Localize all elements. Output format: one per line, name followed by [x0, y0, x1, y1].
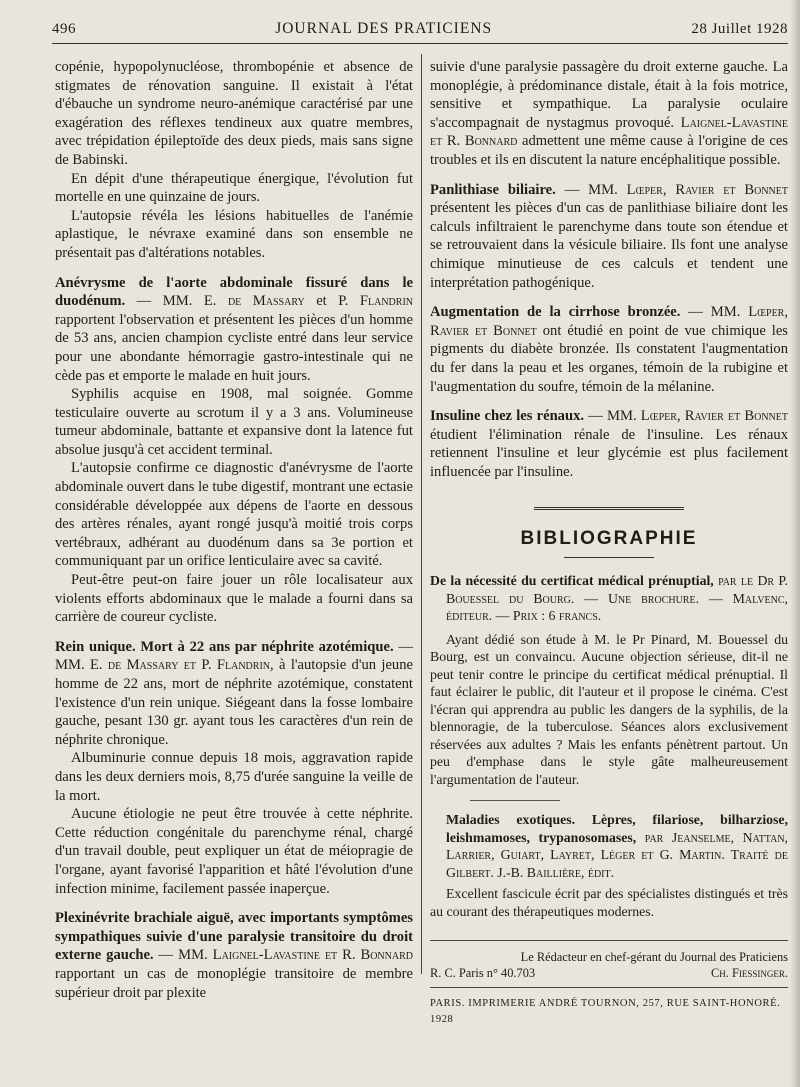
paragraph: Peut-être peut-on faire jouer un rôle localisateur aux violents efforts abdominaux que le malade a fourni dans sa carrière de coureur cycliste.	[55, 572, 413, 626]
section-title: Augmentation de la cirrhose bronzée.	[430, 304, 681, 321]
paragraph: Syphilis acquise en 1908, mal soignée. Gomme testiculaire ouverte au scrotum il y a 3 ans. Volumineuse tumeur abdominale, battante et expansive dont la latence fut absolue jusqu'à cet accident terminal.	[55, 386, 413, 458]
section-rein-unique: Rein unique. Mort à 22 ans par néphrite azotémique. — MM. E. de Massary et P. Flandrin, à l'autopsie d'un jeune homme de 22 ans, mort de néphrite azotémique, constatent l'existence d'un rein unique. Siégeant dans la fosse lombaire gauche, pesant 130 gr. ayant tous les caractères d'un rein de néphrite chronique.	[55, 638, 414, 748]
column-divider	[421, 54, 422, 974]
paragraph: Excellent fascicule écrit par des spécialistes distingués et très au courant des thérapeutiques modernes.	[430, 886, 788, 919]
section-plexinevrite: Plexinévrite brachiale aiguë, avec importants symptômes sympathiques suivie d'une paralysie transitoire du droit externe gauche. — MM. Laignel-Lavastine et R. Bonnard rapportant un cas de monoplégie transitoire de membre supérieur droit par plexite	[55, 910, 413, 1001]
page-header	[52, 20, 788, 42]
journal-title: JOURNAL DES PRATICIENS	[275, 20, 493, 37]
paragraph: En dépit d'une thérapeutique énergique, l'évolution fut mortelle en une quinzaine de jours.	[55, 170, 413, 206]
paragraph: Aucune étiologie ne peut être trouvée à cette néphrite. Cette réduction congénitale du parenchyme rénal, chargé d'un travail double, peut expliquer un état de méiopragie de l'organe, ayant favorisé l'apparition et hâté l'évolution d'une infection minime, facilement passée inaperçue.	[55, 806, 413, 897]
entry-title: De la nécessité du certificat médical prénuptial,	[430, 573, 714, 589]
section-title: Panlithiase biliaire.	[430, 181, 556, 198]
section-insuline: Insuline chez les rénaux. — MM. Lœper, Ravier et Bonnet étudient l'élimination rénale de l'insuline. Les rénaux retiennent l'insuline et leur glycémie est plus facilement influencée par l'insuline.	[430, 408, 788, 480]
paragraph: L'autopsie révéla les lésions habituelles de l'anémie aplastique, le névraxe examiné dans son ensemble ne présentait pas d'altérations notables.	[55, 207, 413, 261]
printer-line: PARIS. IMPRIMERIE ANDRÉ TOURNON, 257, RUE SAINT-HONORÉ. 1928	[430, 987, 788, 1028]
colophon	[430, 940, 788, 1028]
bibliography-rule	[564, 557, 654, 558]
right-column	[430, 58, 788, 920]
section-panlithiase: Panlithiase biliaire. — MM. Lœper, Ravier et Bonnet présentent les pièces d'un cas de panlithiase biliaire dont les calculs infiltraient le parenchyme dans toute son étendue et se retrouvaient dans la vésicule biliaire. Ils font une analyse chimique minutieuse de ces calculs et tendent une interprétation pathogénique.	[430, 181, 788, 291]
issue-date: 28 Juillet 1928	[691, 21, 788, 37]
paragraph: copénie, hypopolynucléose, thrombopénie et absence de stigmates de rénovation sanguine. Il existait à l'état d'ébauche un syndrome neuro-anémique caractérisé par une exagération des réflexes tendineux aux quatre membres, avec trépidation épileptoïde des deux pieds, mais sans signe de Babinski.	[55, 59, 413, 168]
paragraph: Ayant dédié son étude à M. le Pr Pinard, M. Bouessel du Bourg, est un convaincu. Aucune objection sérieuse, dit-il ne peut tenir contre le principe du certificat médical prénuptial. Il faut éclairer le public, dit l'auteur et il propose le cinéma. C'est l'écran qui apprendra au public les dangers de la syphilis, de la blennoragie, de la tuberculose. Séances alors exclusivement réservées aux adultes ? Mais les enfants pénètrent partout. Un peu d'emphase dans le style gâte malheureusement l'argumentation de l'auteur.	[430, 631, 788, 787]
left-column	[55, 58, 413, 1002]
bibliography-entry: De la nécessité du certificat médical prénuptial, par le Dr P. Bouessel du Bourg. — Une brochure. — Malvenc, éditeur. — Prix : 6 francs. Ayant dédié son étude à M. le Pr Pinard, M. Bouessel du Bourg, est un convaincu. Aucune objection sérieuse, dit-il ne peut tenir contre le principe du certificat médical prénuptial. Il faut éclairer le public, dit l'auteur et il propose le cinéma. C'est l'écran qui apprendra au public les dangers de la syphilis, de la blennoragie, de la tuberculose. Séances alors exclusivement réservées aux adultes ? Mais les enfants pénètrent partout. Un peu d'emphase dans le style gâte malheureusement l'argumentation de l'auteur.	[430, 573, 788, 787]
bibliography-heading: BIBLIOGRAPHIE	[520, 528, 698, 550]
editor-line: Le Rédacteur en chef-gérant du Journal des Praticiens	[520, 950, 788, 964]
section-title: Insuline chez les rénaux.	[430, 408, 585, 425]
editor-signature: Ch. Fiessinger.	[711, 966, 788, 980]
section-title: Plexinévrite brachiale aiguë, avec importants symptômes sympathiques suivie d'une paralysie transitoire du droit externe gauche.	[55, 910, 413, 964]
header-rule	[52, 43, 788, 44]
bibliography-entry: Maladies exotiques. Lèpres, filariose, bilharziose, leishmamoses, trypanosomases, par Jeanselme, Nattan, Larrier, Guiart, Layret, Léger et G. Martin. Traité de Gilbert. J.-B. Baillière, édit. Excellent fascicule écrit par des spécialistes distingués et très au courant des thérapeutiques modernes.	[430, 812, 789, 919]
paragraph: L'autopsie confirme ce diagnostic d'anévrysme de l'aorte abdominale ouvert dans le tube digestif, montrant une ectasie considérable développée aux dépens de l'aorte en dessous des artères rénales, ayant rongé jusqu'à moitié trois corps vertébraux, adhérant au duodénum dans sa 3e portion et communiquant par un orifice lenticulaire avec sa cavité.	[55, 460, 413, 570]
page-number: 496	[52, 21, 76, 37]
registry-number: R. C. Paris n° 40.703	[430, 966, 536, 980]
section-title: Anévrysme de l'aorte abdominale fissuré dans le duodénum.	[55, 274, 413, 310]
separator-rule	[470, 800, 560, 801]
entry-title: Maladies exotiques. Lèpres, filariose, bilharziose, leishmamoses, trypanosomases,	[446, 812, 788, 845]
ornament-rule	[534, 507, 684, 512]
footer-rule	[430, 940, 788, 941]
page-edge-shadow	[790, 0, 800, 1087]
section-title: Rein unique. Mort à 22 ans par néphrite azotémique.	[55, 638, 394, 655]
section-aneurysm: Anévrysme de l'aorte abdominale fissuré dans le duodénum. — MM. E. de Massary et P. Flandrin rapportent l'observation et présentent les pièces d'un homme de 53 ans, ancien champion cycliste entré dans leur service pour une abondante hémorragie gastro-intestinale qui ne cède pas et emporte le malade en huit jours.	[55, 274, 414, 384]
paragraph: Albuminurie connue depuis 18 mois, aggravation rapide dans les deux derniers mois, 8,75 d'urée sanguine la veille de la mort.	[55, 750, 413, 804]
paragraph: suivie d'une paralysie passagère du droit externe gauche. La monoplégie, à prédominance distale, était à la fois motrice, sensitive et sympathique. La paralysie oculaire s'accompagnait de nystagmus provoqué. Laignel-Lavastine et R. Bonnard admettent une même cause à l'origine de ces troubles et ils en discutent la nature encéphalitique possible.	[430, 59, 788, 168]
section-cirrhose: Augmentation de la cirrhose bronzée. — MM. Lœper, Ravier et Bonnet ont étudié en point de vue chimique les pigments du diabète bronzée. Ils constatent l'augmentation du fer dans la peau et les organes, témoin de la rubigine et l'augmentation du soufre, témoin de la mélanine.	[430, 304, 788, 395]
